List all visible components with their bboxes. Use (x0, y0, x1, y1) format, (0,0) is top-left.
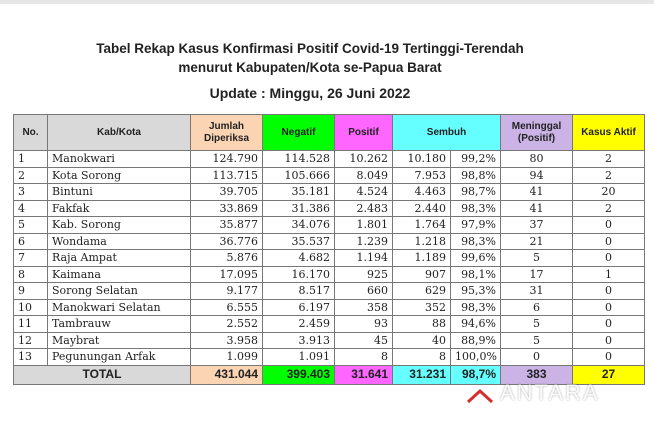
row-negatif: 2.459 (263, 316, 335, 333)
row-negatif: 1.091 (263, 349, 335, 366)
header-jumlah-diperiksa: Jumlah Diperiksa (191, 115, 263, 151)
row-sembuh: 4.463 (393, 184, 451, 201)
row-kab-kota: Wondama (48, 233, 191, 250)
row-sembuh-pct: 98,3% (451, 200, 501, 217)
table-row (14, 151, 645, 168)
row-sembuh-pct: 100,0% (451, 349, 501, 366)
row-jumlah-diperiksa: 17.095 (191, 266, 263, 283)
table-row (14, 332, 645, 349)
row-kab-kota: Tambrauw (48, 316, 191, 333)
row-jumlah-diperiksa: 5.876 (191, 250, 263, 267)
row-kasus-aktif: 2 (573, 200, 645, 217)
row-kab-kota: Kab. Sorong (48, 217, 191, 234)
row-positif: 93 (335, 316, 393, 333)
row-meninggal: 41 (501, 184, 573, 201)
row-sembuh: 1.764 (393, 217, 451, 234)
row-no: 10 (14, 299, 48, 316)
row-no: 12 (14, 332, 48, 349)
row-positif: 10.262 (335, 151, 393, 168)
table-subtitle: menurut Kabupaten/Kota se-Papua Barat (178, 60, 442, 75)
row-meninggal: 94 (501, 167, 573, 184)
row-kab-kota: Maybrat (48, 332, 191, 349)
total-negatif: 399.403 (263, 365, 335, 384)
row-positif: 925 (335, 266, 393, 283)
row-positif: 4.524 (335, 184, 393, 201)
row-jumlah-diperiksa: 124.790 (191, 151, 263, 168)
antara-watermark: ANTARA (500, 380, 600, 405)
row-sembuh: 88 (393, 316, 451, 333)
row-meninggal: 31 (501, 283, 573, 300)
row-no: 11 (14, 316, 48, 333)
row-kab-kota: Raja Ampat (48, 250, 191, 267)
row-meninggal: 80 (501, 151, 573, 168)
row-kab-kota: Manokwari Selatan (48, 299, 191, 316)
row-kasus-aktif: 1 (573, 266, 645, 283)
row-positif: 1.194 (335, 250, 393, 267)
row-sembuh-pct: 98,1% (451, 266, 501, 283)
covid-recap-table (13, 114, 645, 385)
row-no: 8 (14, 266, 48, 283)
total-jumlah: 431.044 (191, 365, 263, 384)
row-positif: 358 (335, 299, 393, 316)
table-row (14, 184, 645, 201)
row-kasus-aktif: 0 (573, 316, 645, 333)
row-sembuh-pct: 98,3% (451, 233, 501, 250)
row-kab-kota: Pegunungan Arfak (48, 349, 191, 366)
row-no: 13 (14, 349, 48, 366)
row-sembuh-pct: 99,6% (451, 250, 501, 267)
row-no: 9 (14, 283, 48, 300)
table-row (14, 283, 645, 300)
row-meninggal: 41 (501, 200, 573, 217)
row-jumlah-diperiksa: 35.877 (191, 217, 263, 234)
top-border (0, 0, 654, 4)
row-no: 4 (14, 200, 48, 217)
update-date: Update : Minggu, 26 Juni 2022 (209, 85, 411, 101)
row-negatif: 3.913 (263, 332, 335, 349)
row-sembuh-pct: 98,3% (451, 299, 501, 316)
row-negatif: 16.170 (263, 266, 335, 283)
total-positif: 31.641 (335, 365, 393, 384)
row-negatif: 35.537 (263, 233, 335, 250)
row-no: 2 (14, 167, 48, 184)
row-jumlah-diperiksa: 3.958 (191, 332, 263, 349)
row-positif: 660 (335, 283, 393, 300)
row-positif: 1.239 (335, 233, 393, 250)
row-sembuh-pct: 98,8% (451, 167, 501, 184)
header-positif: Positif (335, 115, 393, 151)
row-meninggal: 5 (501, 316, 573, 333)
row-meninggal: 6 (501, 299, 573, 316)
row-meninggal: 5 (501, 332, 573, 349)
row-meninggal: 37 (501, 217, 573, 234)
row-kasus-aktif: 0 (573, 349, 645, 366)
header-kasus-aktif: Kasus Aktif (573, 115, 645, 151)
row-positif: 1.801 (335, 217, 393, 234)
row-negatif: 31.386 (263, 200, 335, 217)
row-sembuh-pct: 99,2% (451, 151, 501, 168)
header-kab-kota: Kab/Kota (48, 115, 191, 151)
table-row (14, 200, 645, 217)
row-sembuh: 1.189 (393, 250, 451, 267)
row-sembuh-pct: 97,9% (451, 217, 501, 234)
total-label: TOTAL (14, 365, 191, 384)
row-sembuh: 352 (393, 299, 451, 316)
row-sembuh: 907 (393, 266, 451, 283)
row-sembuh-pct: 95,3% (451, 283, 501, 300)
row-sembuh-pct: 88,9% (451, 332, 501, 349)
row-sembuh: 1.218 (393, 233, 451, 250)
row-jumlah-diperiksa: 9.177 (191, 283, 263, 300)
row-jumlah-diperiksa: 1.099 (191, 349, 263, 366)
header-negatif: Negatif (263, 115, 335, 151)
row-negatif: 34.076 (263, 217, 335, 234)
row-meninggal: 5 (501, 250, 573, 267)
table-row (14, 217, 645, 234)
row-negatif: 6.197 (263, 299, 335, 316)
row-no: 3 (14, 184, 48, 201)
row-sembuh-pct: 94,6% (451, 316, 501, 333)
row-kab-kota: Sorong Selatan (48, 283, 191, 300)
row-sembuh: 2.440 (393, 200, 451, 217)
row-sembuh: 8 (393, 349, 451, 366)
row-negatif: 105.666 (263, 167, 335, 184)
row-kasus-aktif: 20 (573, 184, 645, 201)
total-kasus-aktif: 27 (573, 365, 645, 384)
antara-logo-icon (466, 388, 494, 404)
row-kab-kota: Fakfak (48, 200, 191, 217)
row-kasus-aktif: 0 (573, 250, 645, 267)
row-sembuh: 40 (393, 332, 451, 349)
row-positif: 8 (335, 349, 393, 366)
header-no: No. (14, 115, 48, 151)
row-jumlah-diperiksa: 113.715 (191, 167, 263, 184)
row-kab-kota: Manokwari (48, 151, 191, 168)
table-title: Tabel Rekap Kasus Konfirmasi Positif Covid-19 Tertinggi-Terendah (96, 41, 524, 56)
total-sembuh: 31.231 (393, 365, 451, 384)
row-negatif: 35.181 (263, 184, 335, 201)
table-row (14, 316, 645, 333)
header-meninggal: Meninggal (Positif) (501, 115, 573, 151)
row-sembuh: 10.180 (393, 151, 451, 168)
row-no: 7 (14, 250, 48, 267)
row-jumlah-diperiksa: 39.705 (191, 184, 263, 201)
row-jumlah-diperiksa: 2.552 (191, 316, 263, 333)
table-body (14, 151, 645, 366)
row-no: 5 (14, 217, 48, 234)
row-no: 6 (14, 233, 48, 250)
row-negatif: 114.528 (263, 151, 335, 168)
row-jumlah-diperiksa: 6.555 (191, 299, 263, 316)
table-row (14, 167, 645, 184)
row-positif: 8.049 (335, 167, 393, 184)
row-kab-kota: Bintuni (48, 184, 191, 201)
row-meninggal: 0 (501, 349, 573, 366)
table-header-row (14, 115, 645, 151)
row-kasus-aktif: 0 (573, 217, 645, 234)
row-negatif: 4.682 (263, 250, 335, 267)
row-negatif: 8.517 (263, 283, 335, 300)
row-kasus-aktif: 0 (573, 299, 645, 316)
table-row (14, 349, 645, 366)
total-sembuh-pct: 98,7% (451, 365, 501, 384)
table-row (14, 266, 645, 283)
total-meninggal: 383 (501, 365, 573, 384)
row-kasus-aktif: 0 (573, 283, 645, 300)
row-jumlah-diperiksa: 33.869 (191, 200, 263, 217)
row-jumlah-diperiksa: 36.776 (191, 233, 263, 250)
row-sembuh-pct: 98,7% (451, 184, 501, 201)
row-positif: 45 (335, 332, 393, 349)
row-kab-kota: Kaimana (48, 266, 191, 283)
row-kasus-aktif: 0 (573, 233, 645, 250)
row-kasus-aktif: 2 (573, 151, 645, 168)
row-kasus-aktif: 2 (573, 167, 645, 184)
row-meninggal: 21 (501, 233, 573, 250)
table-row (14, 250, 645, 267)
row-sembuh: 7.953 (393, 167, 451, 184)
row-sembuh: 629 (393, 283, 451, 300)
row-kab-kota: Kota Sorong (48, 167, 191, 184)
table-row (14, 233, 645, 250)
row-meninggal: 17 (501, 266, 573, 283)
table-row (14, 299, 645, 316)
row-no: 1 (14, 151, 48, 168)
header-sembuh: Sembuh (393, 115, 501, 151)
row-positif: 2.483 (335, 200, 393, 217)
row-kasus-aktif: 0 (573, 332, 645, 349)
